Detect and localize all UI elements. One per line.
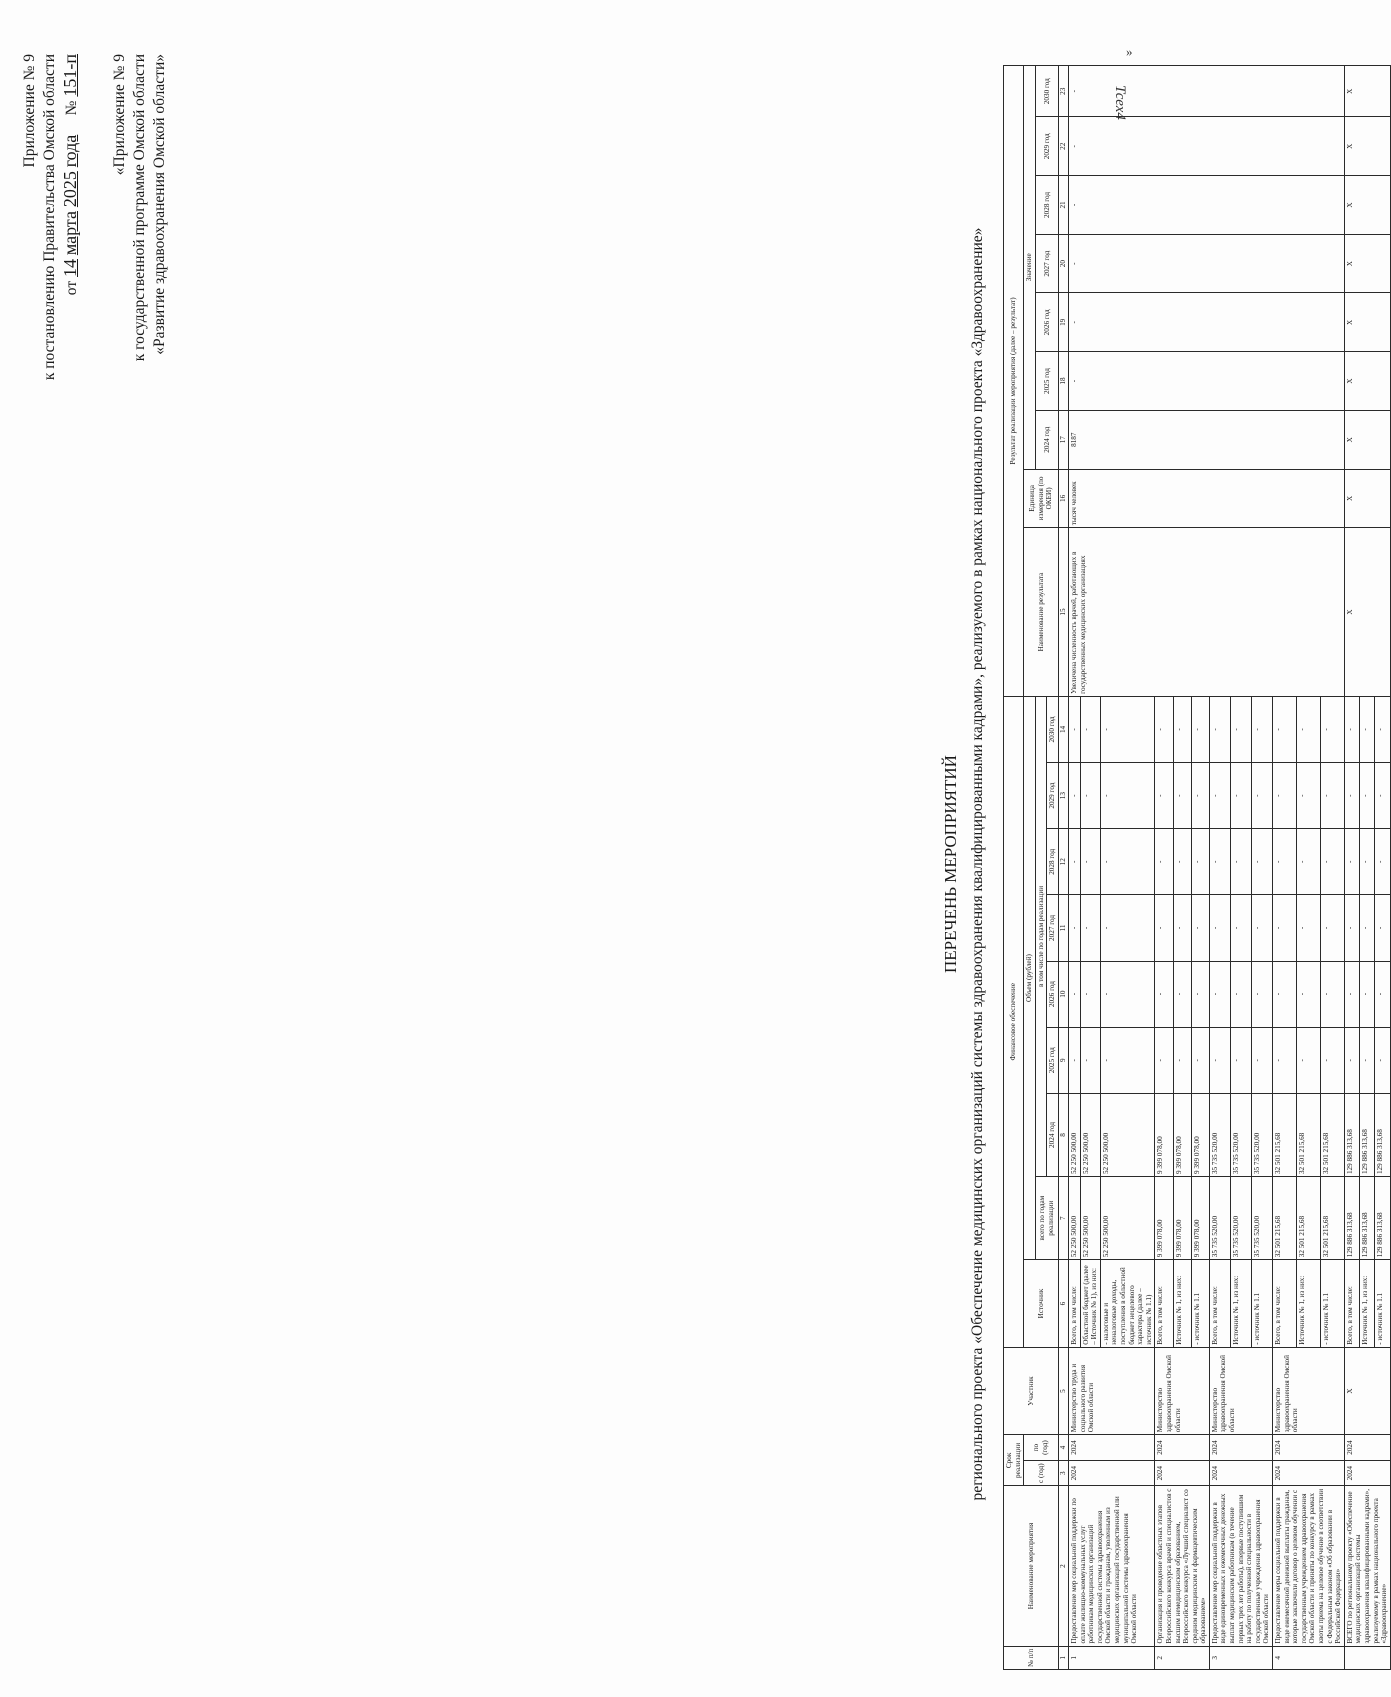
source-label: Всего, в том числе: bbox=[1155, 1260, 1173, 1348]
amount-year: - bbox=[1100, 1027, 1155, 1093]
amount-year: - bbox=[1100, 961, 1155, 1027]
source-label: Всего, в том числе: bbox=[1344, 1260, 1359, 1348]
amount-year: - bbox=[1251, 696, 1272, 762]
date-prefix: от bbox=[63, 280, 80, 296]
amount-year: - bbox=[1320, 895, 1344, 961]
result-value: - bbox=[1068, 176, 1344, 235]
amount-year: - bbox=[1320, 696, 1344, 762]
participant: Министерство здравоохранения Омской области bbox=[1273, 1347, 1345, 1435]
measure-name: Организация и проведение областных этапов Всероссийского конкурса врачей и специалистов с высшим немедицинским образованием, Всероссийского конкурса «Лучший специалист со средним медицинским и фармацевтическим образованием» bbox=[1155, 1486, 1210, 1646]
amount-year: - bbox=[1191, 961, 1209, 1027]
th-name: Наименование мероприятия bbox=[1004, 1486, 1059, 1646]
header-resolution: к постановлению Правительства Омской области bbox=[41, 54, 58, 381]
amount-year: - bbox=[1100, 829, 1155, 895]
term-to: 2024 bbox=[1068, 1435, 1154, 1461]
source-label: Источник № 1, из них: bbox=[1360, 1260, 1375, 1348]
amount-year: - bbox=[1100, 895, 1155, 961]
result-value: X bbox=[1344, 117, 1390, 176]
amount-year: - bbox=[1230, 961, 1251, 1027]
amount-year: - bbox=[1344, 1027, 1359, 1093]
amount-year: - bbox=[1209, 961, 1230, 1027]
amount-2024: 52 250 500,00 bbox=[1080, 1093, 1100, 1176]
result-value: X bbox=[1344, 176, 1390, 235]
th-f-2024: 2024 год bbox=[1047, 1093, 1059, 1176]
amount-year: - bbox=[1360, 696, 1375, 762]
amount-year: - bbox=[1173, 696, 1191, 762]
amount-year: - bbox=[1251, 961, 1272, 1027]
amount-total: 9 399 078,00 bbox=[1155, 1177, 1173, 1260]
amount-year: - bbox=[1209, 895, 1230, 961]
header-date-line bbox=[60, 54, 82, 380]
date-month: марта bbox=[60, 211, 80, 256]
amount-year: - bbox=[1191, 1027, 1209, 1093]
column-number: 4 bbox=[1058, 1435, 1068, 1461]
amount-year: - bbox=[1080, 961, 1100, 1027]
column-number-row bbox=[1058, 66, 1068, 1670]
column-number: 14 bbox=[1058, 696, 1068, 762]
continuation-marker: » bbox=[1126, 44, 1133, 59]
date-day: 14 bbox=[60, 259, 80, 277]
amount-2024: 32 501 215,68 bbox=[1273, 1093, 1297, 1176]
th-num: № п/п bbox=[1004, 1646, 1059, 1669]
amount-year: - bbox=[1296, 961, 1320, 1027]
amount-year: - bbox=[1251, 829, 1272, 895]
th-total: всего по годам реализации bbox=[1035, 1177, 1058, 1260]
amount-year: - bbox=[1251, 895, 1272, 961]
document-subtitle: регионального проекта «Обеспечение медицинских организаций системы здравоохранения квалифицированными кадрами», реализуемого в рамках национального проекта «Здравоохранение» bbox=[969, 227, 986, 1501]
amount-year: - bbox=[1155, 696, 1173, 762]
amount-year: - bbox=[1273, 696, 1297, 762]
source-label: Источник № 1, из них: bbox=[1296, 1260, 1320, 1348]
column-number: 20 bbox=[1058, 234, 1068, 293]
term-from: 2024 bbox=[1344, 1460, 1390, 1486]
amount-year: - bbox=[1251, 763, 1272, 829]
th-r-2029: 2029 год bbox=[1035, 117, 1058, 176]
amount-total: 129 886 313,68 bbox=[1344, 1177, 1359, 1260]
amount-year: - bbox=[1173, 895, 1191, 961]
source-label: - налоговые и неналоговые доходы, поступления в областной бюджет нецелевого характера (далее – источник № 1.1) bbox=[1100, 1260, 1155, 1348]
result-value-2024: 8187 bbox=[1068, 410, 1344, 469]
result-value: X bbox=[1344, 352, 1390, 411]
amount-year: - bbox=[1375, 763, 1390, 829]
amount-year: - bbox=[1296, 1027, 1320, 1093]
amount-year: - bbox=[1344, 696, 1359, 762]
result-value: X bbox=[1344, 410, 1390, 469]
th-r-2024: 2024 год bbox=[1035, 410, 1058, 469]
column-number: 19 bbox=[1058, 293, 1068, 352]
amount-year: - bbox=[1155, 895, 1173, 961]
header-program-appendix: «Приложение № 9 bbox=[111, 54, 128, 176]
amount-year: - bbox=[1360, 895, 1375, 961]
result-value: X bbox=[1344, 234, 1390, 293]
amount-year: - bbox=[1320, 829, 1344, 895]
th-by-years: в том числе по годам реализации bbox=[1035, 696, 1047, 1176]
result-value: - bbox=[1068, 352, 1344, 411]
amount-2024: 129 886 313,68 bbox=[1344, 1093, 1359, 1176]
column-number: 17 bbox=[1058, 410, 1068, 469]
amount-year: - bbox=[1155, 1027, 1173, 1093]
amount-year: - bbox=[1068, 895, 1080, 961]
term-to: 2024 bbox=[1344, 1435, 1390, 1461]
column-number: 12 bbox=[1058, 829, 1068, 895]
measures-table bbox=[1003, 65, 1391, 1670]
amount-year: - bbox=[1173, 763, 1191, 829]
amount-year: - bbox=[1191, 696, 1209, 762]
amount-year: - bbox=[1230, 895, 1251, 961]
amount-year: - bbox=[1209, 696, 1230, 762]
th-volume: Объем (рублей) bbox=[1024, 696, 1036, 1259]
participant: Министерство труда и социального развития Омской области bbox=[1068, 1347, 1154, 1435]
amount-total: 129 886 313,68 bbox=[1360, 1177, 1375, 1260]
amount-year: - bbox=[1068, 961, 1080, 1027]
term-from: 2024 bbox=[1155, 1460, 1210, 1486]
th-value: Значение bbox=[1024, 66, 1036, 470]
source-label: - источник № 1.1 bbox=[1191, 1260, 1209, 1348]
amount-year: - bbox=[1296, 763, 1320, 829]
amount-year: - bbox=[1068, 1027, 1080, 1093]
th-finance: Финансовое обеспечение bbox=[1004, 696, 1024, 1347]
column-number: 9 bbox=[1058, 1027, 1068, 1093]
th-f-2028: 2028 год bbox=[1047, 829, 1059, 895]
amount-2024: 9 399 078,00 bbox=[1191, 1093, 1209, 1176]
th-from: с (год) bbox=[1024, 1460, 1059, 1486]
amount-year: - bbox=[1296, 829, 1320, 895]
source-label: - источник № 1.1 bbox=[1320, 1260, 1344, 1348]
amount-year: - bbox=[1375, 895, 1390, 961]
amount-2024: 129 886 313,68 bbox=[1360, 1093, 1375, 1176]
amount-year: - bbox=[1296, 895, 1320, 961]
amount-total: 35 735 520,00 bbox=[1230, 1177, 1251, 1260]
column-number: 5 bbox=[1058, 1347, 1068, 1435]
total-row bbox=[1344, 66, 1359, 1670]
participant: X bbox=[1344, 1347, 1390, 1435]
column-number: 11 bbox=[1058, 895, 1068, 961]
row-number: 3 bbox=[1209, 1646, 1272, 1669]
source-label: Всего, в том числе: bbox=[1209, 1260, 1230, 1348]
result-name: Увеличена численность врачей, работающих в государственных медицинских организациях bbox=[1068, 528, 1344, 697]
document-header bbox=[20, 54, 170, 380]
amount-year: - bbox=[1173, 1027, 1191, 1093]
result-name: X bbox=[1344, 528, 1390, 697]
result-value: X bbox=[1344, 66, 1390, 117]
amount-year: - bbox=[1068, 696, 1080, 762]
term-from: 2024 bbox=[1068, 1460, 1154, 1486]
column-number: 8 bbox=[1058, 1093, 1068, 1176]
measure-name: Предоставление мер социальной поддержки по оплате жилищно-коммунальных услуг работникам медицинских организаций государственной системы здравоохранения Омской области и гражданам, уволенным из медицинских организаций государственной или муниципальной системы здравоохранения Омской области bbox=[1068, 1486, 1154, 1646]
header-appendix: Приложение № 9 bbox=[21, 54, 38, 168]
th-f-2026: 2026 год bbox=[1047, 961, 1059, 1027]
amount-year: - bbox=[1080, 895, 1100, 961]
amount-total: 9 399 078,00 bbox=[1191, 1177, 1209, 1260]
amount-year: - bbox=[1344, 895, 1359, 961]
th-r-2030: 2030 год bbox=[1035, 66, 1058, 117]
th-f-2025: 2025 год bbox=[1047, 1027, 1059, 1093]
amount-year: - bbox=[1080, 1027, 1100, 1093]
amount-year: - bbox=[1100, 763, 1155, 829]
column-number: 23 bbox=[1058, 66, 1068, 117]
amount-year: - bbox=[1068, 763, 1080, 829]
amount-year: - bbox=[1173, 829, 1191, 895]
row-number: 2 bbox=[1155, 1646, 1210, 1669]
source-label: - источник № 1.1 bbox=[1251, 1260, 1272, 1348]
amount-year: - bbox=[1251, 1027, 1272, 1093]
result-value: X bbox=[1344, 293, 1390, 352]
row-number: 4 bbox=[1273, 1646, 1345, 1669]
amount-year: - bbox=[1173, 961, 1191, 1027]
amount-year: - bbox=[1375, 961, 1390, 1027]
document-title: ПЕРЕЧЕНЬ МЕРОПРИЯТИЙ bbox=[941, 755, 960, 973]
measures-table-wrapper bbox=[1003, 65, 1391, 1670]
resolution-number: 151-п bbox=[60, 54, 80, 97]
amount-2024: 35 735 520,00 bbox=[1251, 1093, 1272, 1176]
column-number: 6 bbox=[1058, 1260, 1068, 1348]
column-number: 18 bbox=[1058, 352, 1068, 411]
th-participant: Участник bbox=[1004, 1347, 1059, 1435]
amount-year: - bbox=[1360, 829, 1375, 895]
amount-total: 52 250 500,00 bbox=[1100, 1177, 1155, 1260]
amount-total: 129 886 313,68 bbox=[1375, 1177, 1390, 1260]
amount-year: - bbox=[1209, 763, 1230, 829]
measure-name: Предоставление мер социальной поддержки в виде единовременных и ежемесячных денежных выплат медицинским работникам (в течение первых трех лет работы), впервые поступившим на работу по полученной специальности в государственные учреждения здравоохранения Омской области bbox=[1209, 1486, 1272, 1646]
amount-year: - bbox=[1360, 763, 1375, 829]
result-unit: X bbox=[1344, 469, 1390, 528]
result-value: - bbox=[1068, 117, 1344, 176]
amount-year: - bbox=[1230, 1027, 1251, 1093]
result-value: - bbox=[1068, 234, 1344, 293]
amount-year: - bbox=[1375, 1027, 1390, 1093]
amount-2024: 9 399 078,00 bbox=[1155, 1093, 1173, 1176]
landscape-sheet bbox=[0, 44, 1389, 1684]
column-number: 22 bbox=[1058, 117, 1068, 176]
amount-year: - bbox=[1344, 763, 1359, 829]
th-f-2029: 2029 год bbox=[1047, 763, 1059, 829]
amount-total: 35 735 520,00 bbox=[1251, 1177, 1272, 1260]
amount-2024: 35 735 520,00 bbox=[1209, 1093, 1230, 1176]
amount-year: - bbox=[1230, 829, 1251, 895]
date-year: 2025 bbox=[60, 171, 80, 208]
amount-year: - bbox=[1209, 1027, 1230, 1093]
amount-year: - bbox=[1155, 829, 1173, 895]
amount-year: - bbox=[1375, 829, 1390, 895]
amount-year: - bbox=[1080, 696, 1100, 762]
result-unit: тысяч человек bbox=[1068, 469, 1344, 528]
participant: Министерство здравоохранения Омской области bbox=[1155, 1347, 1210, 1435]
measure-name: Предоставление меры социальной поддержки в виде ежемесячной денежной выплаты гражданам, которые заключили договор о целевом обучении с государственным учреждением здравоохранения Омской области и приняты по конкурсу в рамках квоты приема на целевое обучение в соответствии с Федеральным законом «Об образовании в Российской Федерации» bbox=[1273, 1486, 1345, 1646]
th-source: Источник bbox=[1024, 1260, 1059, 1348]
amount-year: - bbox=[1080, 763, 1100, 829]
th-f-2027: 2027 год bbox=[1047, 895, 1059, 961]
row-number: 1 bbox=[1068, 1646, 1154, 1669]
amount-total: 9 399 078,00 bbox=[1173, 1177, 1191, 1260]
amount-year: - bbox=[1068, 829, 1080, 895]
th-to: по (год) bbox=[1024, 1435, 1059, 1461]
amount-2024: 129 886 313,68 bbox=[1375, 1093, 1390, 1176]
source-label: Источник № 1, из них: bbox=[1173, 1260, 1191, 1348]
column-number: 7 bbox=[1058, 1177, 1068, 1260]
amount-2024: 52 250 500,00 bbox=[1100, 1093, 1155, 1176]
amount-2024: 52 250 500,00 bbox=[1068, 1093, 1080, 1176]
amount-year: - bbox=[1230, 696, 1251, 762]
th-term: Срок реализации bbox=[1004, 1435, 1024, 1486]
amount-year: - bbox=[1296, 696, 1320, 762]
number-prefix: № bbox=[63, 100, 80, 116]
amount-total: 52 250 500,00 bbox=[1080, 1177, 1100, 1260]
column-number: 10 bbox=[1058, 961, 1068, 1027]
amount-year: - bbox=[1273, 1027, 1297, 1093]
header-program-name: «Развитие здравоохранения Омской области» bbox=[151, 54, 168, 355]
page-number-handwritten: Тсех4 bbox=[1112, 85, 1128, 120]
amount-year: - bbox=[1320, 1027, 1344, 1093]
term-to: 2024 bbox=[1273, 1435, 1345, 1461]
amount-year: - bbox=[1375, 696, 1390, 762]
result-value: - bbox=[1068, 293, 1344, 352]
source-label: Всего, в том числе: bbox=[1068, 1260, 1080, 1348]
amount-total: 32 501 215,68 bbox=[1273, 1177, 1297, 1260]
amount-year: - bbox=[1155, 763, 1173, 829]
th-r-2027: 2027 год bbox=[1035, 234, 1058, 293]
column-number: 3 bbox=[1058, 1460, 1068, 1486]
amount-year: - bbox=[1273, 829, 1297, 895]
term-to: 2024 bbox=[1209, 1435, 1272, 1461]
amount-year: - bbox=[1344, 829, 1359, 895]
measure-name: ВСЕГО по региональному проекту «Обеспечение медицинских организаций системы здравоохранения квалифицированными кадрами», реализуемому в рамках национального проекта «Здравоохранение» bbox=[1344, 1486, 1390, 1646]
column-number: 21 bbox=[1058, 176, 1068, 235]
source-label: Источник № 1, из них: bbox=[1230, 1260, 1251, 1348]
amount-year: - bbox=[1191, 895, 1209, 961]
amount-year: - bbox=[1209, 829, 1230, 895]
amount-year: - bbox=[1230, 763, 1251, 829]
source-label: Областной бюджет (далее – Источник № 1), из них: bbox=[1080, 1260, 1100, 1348]
amount-total: 35 735 520,00 bbox=[1209, 1177, 1230, 1260]
participant: Министерство здравоохранения Омской области bbox=[1209, 1347, 1272, 1435]
column-number: 16 bbox=[1058, 469, 1068, 528]
amount-2024: 35 735 520,00 bbox=[1230, 1093, 1251, 1176]
th-result-name: Наименование результата bbox=[1024, 528, 1059, 697]
source-label: - источник № 1.1 bbox=[1375, 1260, 1390, 1348]
amount-year: - bbox=[1344, 961, 1359, 1027]
term-from: 2024 bbox=[1209, 1460, 1272, 1486]
th-f-2030: 2030 год bbox=[1047, 696, 1059, 762]
amount-year: - bbox=[1273, 895, 1297, 961]
result-value: - bbox=[1068, 66, 1344, 117]
th-unit: Единица измерения (по ОКЕИ) bbox=[1024, 469, 1059, 528]
amount-year: - bbox=[1360, 1027, 1375, 1093]
amount-year: - bbox=[1191, 763, 1209, 829]
amount-year: - bbox=[1191, 829, 1209, 895]
amount-year: - bbox=[1320, 763, 1344, 829]
amount-total: 32 501 215,68 bbox=[1320, 1177, 1344, 1260]
header-program: к государственной программе Омской области bbox=[131, 54, 148, 362]
term-to: 2024 bbox=[1155, 1435, 1210, 1461]
th-r-2025: 2025 год bbox=[1035, 352, 1058, 411]
term-from: 2024 bbox=[1273, 1460, 1345, 1486]
amount-year: - bbox=[1155, 961, 1173, 1027]
column-number: 15 bbox=[1058, 528, 1068, 697]
amount-year: - bbox=[1080, 829, 1100, 895]
column-number: 2 bbox=[1058, 1486, 1068, 1646]
source-label: Всего, в том числе: bbox=[1273, 1260, 1297, 1348]
amount-year: - bbox=[1273, 763, 1297, 829]
th-r-2028: 2028 год bbox=[1035, 176, 1058, 235]
amount-2024: 9 399 078,00 bbox=[1173, 1093, 1191, 1176]
amount-total: 52 250 500,00 bbox=[1068, 1177, 1080, 1260]
amount-total: 32 501 215,68 bbox=[1296, 1177, 1320, 1260]
th-results: Результат реализации мероприятия (далее – результат) bbox=[1004, 66, 1024, 697]
amount-year: - bbox=[1320, 961, 1344, 1027]
th-r-2026: 2026 год bbox=[1035, 293, 1058, 352]
measures-table-body bbox=[1068, 66, 1390, 1670]
amount-year: - bbox=[1273, 961, 1297, 1027]
amount-year: - bbox=[1100, 696, 1155, 762]
amount-2024: 32 501 215,68 bbox=[1296, 1093, 1320, 1176]
date-suffix: года bbox=[60, 134, 80, 168]
row-number bbox=[1344, 1646, 1390, 1669]
column-number: 1 bbox=[1058, 1646, 1068, 1669]
amount-year: - bbox=[1360, 961, 1375, 1027]
amount-2024: 32 501 215,68 bbox=[1320, 1093, 1344, 1176]
column-number: 13 bbox=[1058, 763, 1068, 829]
table-row bbox=[1068, 66, 1080, 1670]
